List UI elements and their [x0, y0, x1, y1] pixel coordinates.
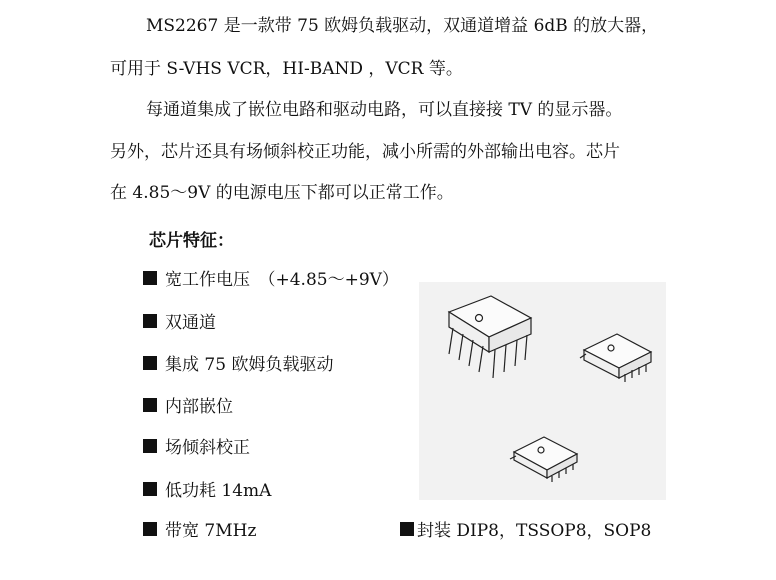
package-item — [400, 516, 651, 541]
features-heading: 芯片特征： — [149, 231, 234, 251]
bullet-square-icon — [143, 356, 157, 370]
bullet-square-icon — [400, 522, 414, 536]
bullet-square-icon — [143, 271, 157, 285]
feature-text: 场倾斜校正 — [165, 438, 250, 458]
bullet-square-icon — [143, 439, 157, 453]
feature-text: 双通道 — [165, 313, 216, 333]
bullet-square-icon — [143, 522, 157, 536]
feature-text: 内部嵌位 — [165, 397, 233, 417]
feature-item — [143, 516, 256, 541]
feature-text: 宽工作电压 （+4.85～+9V） — [165, 270, 399, 290]
intro-line-1: MS2267 是一款带 75 欧姆负载驱动，双通道增益 6dB 的放大器， — [146, 16, 659, 36]
feature-text: 带宽 7MHz — [165, 521, 257, 541]
feature-item — [143, 350, 333, 375]
bullet-square-icon — [143, 398, 157, 412]
feature-text: 集成 75 欧姆负载驱动 — [165, 355, 334, 375]
chip-packages-figure — [419, 282, 666, 500]
dip8-package-icon — [449, 296, 531, 378]
feature-item — [143, 392, 233, 417]
intro-line-5: 在 4.85～9V 的电源电压下都可以正常工作。 — [110, 183, 454, 203]
feature-item — [143, 433, 250, 458]
bullet-square-icon — [143, 314, 157, 328]
package-illustration — [419, 282, 666, 500]
intro-line-4: 另外，芯片还具有场倾斜校正功能，减小所需的外部输出电容。芯片 — [110, 142, 620, 162]
package-text: 封装 DIP8，TSSOP8，SOP8 — [417, 521, 652, 541]
feature-text: 低功耗 14mA — [165, 481, 272, 501]
intro-line-3: 每通道集成了嵌位电路和驱动电路，可以直接接 TV 的显示器。 — [146, 100, 623, 120]
bullet-square-icon — [143, 482, 157, 496]
feature-item — [143, 265, 399, 290]
intro-line-2: 可用于 S-VHS VCR，HI-BAND ，VCR 等。 — [110, 59, 463, 79]
tssop8-package-icon — [510, 437, 577, 482]
sop8-package-icon — [580, 334, 651, 382]
feature-item — [143, 308, 216, 333]
feature-item — [143, 476, 271, 501]
